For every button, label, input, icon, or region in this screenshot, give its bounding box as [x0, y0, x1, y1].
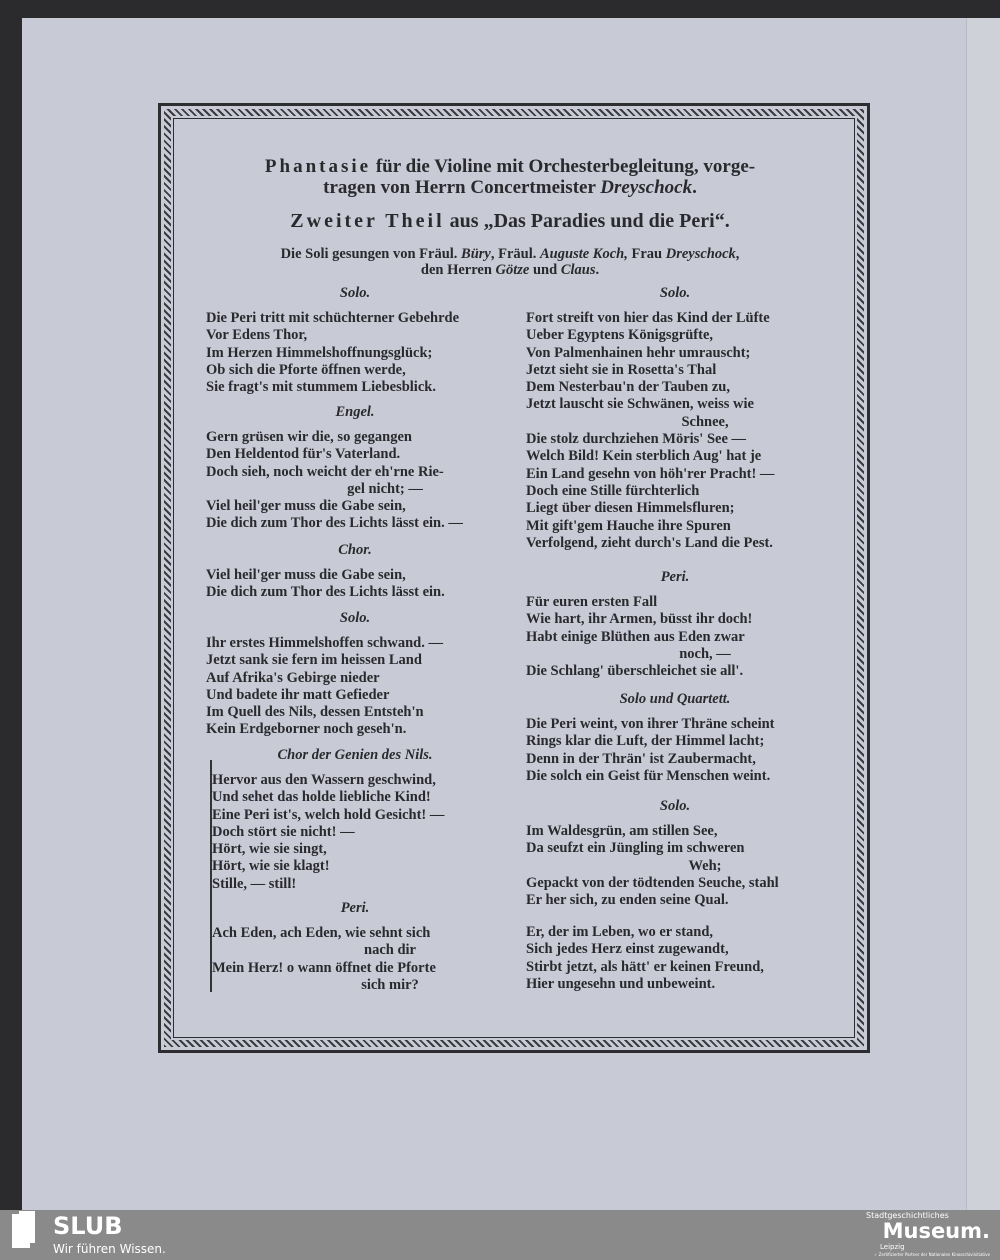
verse-line: Hier ungesehn und unbeweint.	[526, 975, 716, 992]
verse-line: Er her sich, zu enden seine Qual.	[526, 892, 729, 909]
section	[526, 285, 824, 552]
next-page-edge	[966, 18, 1000, 1210]
section-heading: Engel.	[335, 404, 375, 420]
verse-line: Den Heldentod für's Vaterland.	[206, 446, 401, 463]
section	[526, 569, 824, 680]
verse-line: Vor Edens Thor,	[206, 327, 308, 344]
verse-line: Mein Herz! o wann öffnet die Pforte	[212, 959, 436, 976]
verse-line: Welch Bild! Kein sterblich Aug' hat je	[526, 448, 762, 465]
verse-line: Die dich zum Thor des Lichts lässt ein.	[206, 584, 445, 601]
verse-line: Doch sieh, noch weicht der eh'rne Rie-	[206, 463, 444, 480]
slub-tagline: Wir führen Wissen.	[53, 1242, 166, 1256]
verse-line: Auf Afrika's Gebirge nieder	[206, 669, 380, 686]
section-heading: Chor.	[338, 542, 372, 558]
performer-name: Dreyschock	[600, 177, 693, 198]
slub-logo[interactable]: SLUB	[53, 1212, 123, 1240]
verse-line: Wie hart, ihr Armen, büsst ihr doch!	[526, 611, 753, 628]
verse-line: Verfolgend, zieht durch's Land die Pest.	[526, 534, 773, 551]
text: Frau	[627, 246, 666, 262]
verse-line-continuation: Schnee,	[681, 413, 729, 430]
verse-line-continuation: sich mir?	[361, 976, 419, 993]
verse-line: Da seufzt ein Jüngling im schweren	[526, 840, 745, 857]
verse-line: Ob sich die Pforte öffnen werde,	[206, 361, 406, 378]
verse-line: Die Schlang' überschleichet sie all'.	[526, 663, 744, 680]
verse-line: Liegt über diesen Himmelsfluren;	[526, 500, 735, 517]
section	[526, 691, 824, 785]
section	[206, 900, 504, 994]
verse-line: Sich jedes Herz einst zugewandt,	[526, 941, 729, 958]
singer-name: Götze	[495, 262, 530, 278]
section-heading: Solo.	[339, 610, 371, 626]
title-line-2	[190, 178, 830, 198]
verse-line: Stirbt jetzt, als hätt' er keinen Freund,	[526, 958, 764, 975]
verse-line: Kein Erdgeborner noch geseh'n.	[206, 721, 407, 738]
verse-line: Die solch ein Geist für Menschen weint.	[526, 767, 771, 784]
text: Die Soli gesungen von Fräul.	[280, 246, 462, 262]
singer-name: Büry	[461, 246, 491, 262]
singer-name: Dreyschock	[665, 246, 736, 262]
section	[206, 610, 504, 739]
title-text: .	[692, 177, 697, 198]
verse-line: Die Peri weint, von ihrer Thräne scheint	[526, 716, 775, 732]
section	[206, 542, 504, 602]
section-heading: Peri.	[340, 900, 370, 916]
verse-line: Fort streift von hier das Kind der Lüfte	[526, 310, 770, 326]
singer-name: Claus	[560, 262, 596, 278]
section	[206, 285, 504, 396]
section	[206, 747, 504, 893]
slub-book-icon	[12, 1214, 30, 1248]
section-heading: Solo.	[339, 285, 371, 301]
title-word: Phantasie	[264, 156, 372, 177]
section-heading: Chor der Genien des Nils.	[277, 747, 433, 763]
title-word: Zweiter Theil	[290, 210, 445, 232]
verse-line: Ihr erstes Himmelshoffen schwand. —	[206, 635, 443, 651]
verse-line: Von Palmenhainen hehr umrauscht;	[526, 344, 751, 361]
title-line-1	[190, 157, 830, 176]
verse-line-continuation: Weh;	[688, 857, 722, 874]
verse-line: Jetzt sieht sie in Rosetta's Thal	[526, 361, 717, 378]
verse-line-continuation: nach dir	[364, 942, 416, 959]
verse-line: Denn in der Thrän' ist Zaubermacht,	[526, 750, 756, 767]
verse-line: Dem Nesterbau'n der Tauben zu,	[526, 379, 730, 396]
verse-line: Jetzt sank sie fern im heissen Land	[206, 652, 422, 669]
verse-line: Viel heil'ger muss die Gabe sein,	[206, 498, 406, 515]
museum-label: Stadtgeschichtliches	[866, 1211, 949, 1220]
verse-line: Mit gift'gem Hauche ihre Spuren	[526, 517, 731, 534]
verse-line: Jetzt lauscht sie Schwänen, weiss wie	[526, 396, 754, 413]
section	[526, 924, 824, 993]
museum-logo[interactable]: Museum.	[882, 1219, 990, 1243]
verse-line: Doch eine Stille fürchterlich	[526, 482, 700, 499]
verse-line: Für euren ersten Fall	[526, 594, 658, 610]
verse-line: Eine Peri ist's, welch hold Gesicht! —	[212, 806, 445, 823]
museum-city: Leipzig	[880, 1243, 905, 1251]
verse-line: Sie fragt's mit stummem Liebesblick.	[206, 379, 436, 396]
verse-line: Habt einige Blüthen aus Eden zwar	[526, 628, 745, 645]
section-heading: Solo.	[659, 798, 691, 814]
verse-line: Im Herzen Himmelshoffnungsglück;	[206, 344, 433, 361]
verse-line: Hört, wie sie klagt!	[212, 858, 330, 875]
text: .	[595, 262, 600, 278]
verse-line: Er, der im Leben, wo er stand,	[526, 924, 714, 940]
section-heading: Solo.	[659, 285, 691, 301]
verse-line: Viel heil'ger muss die Gabe sein,	[206, 567, 406, 583]
title-text: aus „Das Paradies und die Peri“.	[444, 210, 730, 232]
verse-line: Ueber Egyptens Königsgrüfte,	[526, 327, 714, 344]
verse-line: Die stolz durchziehen Möris' See —	[526, 431, 747, 448]
text: und	[529, 262, 561, 278]
verse-line: Gern grüsen wir die, so gegangen	[206, 429, 412, 445]
verse-line: Ach Eden, ach Eden, wie sehnt sich	[212, 925, 431, 941]
section	[206, 404, 504, 533]
verse-line: Die Peri tritt mit schüchterner Gebehrde	[206, 310, 459, 326]
singer-name: Auguste Koch,	[540, 246, 628, 262]
verse-line: Ein Land gesehn von höh'rer Pracht! —	[526, 465, 775, 482]
verse-line: Rings klar die Luft, der Himmel lacht;	[526, 733, 765, 750]
footer-bar	[0, 1210, 1000, 1260]
section	[526, 798, 824, 909]
text: , Fräul.	[490, 246, 541, 262]
title-text: für die Violine mit Orchesterbegleitung, vorge-	[371, 156, 756, 177]
title-text: tragen von Herrn Concertmeister	[323, 177, 601, 198]
museum-note: ✓ Zertifizierter Partner der Nationalen Kinoarchivinitiative	[874, 1252, 990, 1257]
verse-line-continuation: noch, —	[679, 645, 731, 662]
verse-line: Stille, — still!	[212, 875, 297, 892]
text: ,	[735, 246, 740, 262]
verse-line: Gepackt von der tödtenden Seuche, stahl	[526, 874, 779, 891]
verse-line: Doch stört sie nicht! —	[212, 823, 355, 840]
chorus-brace	[210, 760, 212, 992]
verse-line: Hervor aus den Wassern geschwind,	[212, 772, 436, 788]
section-title	[190, 210, 830, 232]
verse-line: Im Quell des Nils, dessen Entsteh'n	[206, 704, 424, 721]
verse-line: Hört, wie sie singt,	[212, 841, 327, 858]
verse-line: Und sehet das holde liebliche Kind!	[212, 789, 431, 806]
text: den Herren	[420, 262, 496, 278]
soloists-line	[190, 246, 830, 278]
verse-line: Und badete ihr matt Gefieder	[206, 686, 390, 703]
section-heading: Solo und Quartett.	[619, 691, 731, 707]
verse-line: Die dich zum Thor des Lichts lässt ein. —	[206, 515, 463, 532]
verse-line-continuation: gel nicht; —	[347, 480, 423, 497]
section-heading: Peri.	[660, 569, 690, 585]
verse-line: Im Waldesgrün, am stillen See,	[526, 823, 718, 839]
